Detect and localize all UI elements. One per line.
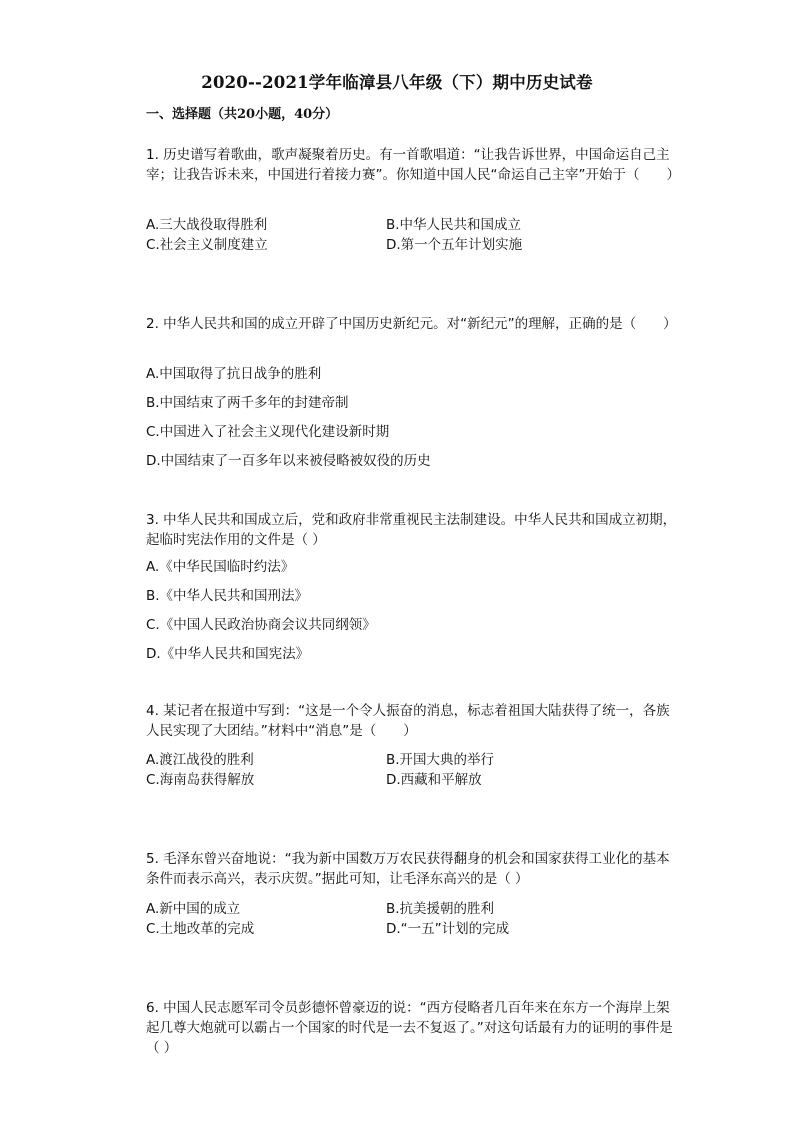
option-b: B.开国大典的举行 bbox=[386, 752, 495, 768]
option-d: D.《中华人民共和国宪法》 bbox=[146, 646, 310, 662]
question-stem: 1. 历史谱写着歌曲，歌声凝聚着历史。有一首歌唱道：“让我告诉世界，中国命运自己主宰；让我告诉未来，中国进行着接力赛”。你知道中国人民“命运自己主宰”开始于（ ） bbox=[146, 147, 680, 183]
option-b: B.中华人民共和国成立 bbox=[386, 217, 522, 233]
question-4-options bbox=[146, 750, 686, 790]
question-5 bbox=[146, 849, 678, 889]
option-b: B.中国结束了两千多年的封建帝制 bbox=[146, 395, 349, 411]
question-stem: 5. 毛泽东曾兴奋地说：“我为新中国数万万农民获得翻身的机会和国家获得工业化的基本条件而表示高兴，表示庆贺。”据此可知，让毛泽东高兴的是（ ） bbox=[146, 851, 670, 887]
option-b: B.《中华人民共和国刑法》 bbox=[146, 588, 309, 604]
option-b: B.抗美援朝的胜利 bbox=[386, 901, 495, 917]
option-c: C.社会主义制度建立 bbox=[146, 237, 268, 253]
question-stem: 4. 某记者在报道中写到：“这是一个令人振奋的消息，标志着祖国大陆获得了统一，各族人民实现了大团结。”材料中“消息”是（ ） bbox=[146, 703, 670, 739]
question-4 bbox=[146, 701, 678, 741]
exam-title: 2020--2021学年临漳县八年级（下）期中历史试卷 bbox=[201, 73, 593, 92]
option-c: C.海南岛获得解放 bbox=[146, 772, 255, 788]
question-3-options bbox=[146, 557, 686, 673]
option-d: D.第一个五年计划实施 bbox=[386, 237, 523, 253]
question-5-options bbox=[146, 899, 686, 939]
option-a: A.中国取得了抗日战争的胜利 bbox=[146, 366, 322, 382]
option-a: A.《中华民国临时约法》 bbox=[146, 559, 295, 575]
option-d: D.西藏和平解放 bbox=[386, 772, 482, 788]
question-stem: 2. 中华人民共和国的成立开辟了中国历史新纪元。对“新纪元”的理解，正确的是（ ） bbox=[146, 316, 677, 332]
question-2-options bbox=[146, 364, 686, 480]
option-a: A.渡江战役的胜利 bbox=[146, 752, 254, 768]
question-stem: 6. 中国人民志愿军司令员彭德怀曾豪迈的说：“西方侵略者几百年来在东方一个海岸上架起几尊大炮就可以霸占一个国家的时代是一去不复返了。”对这句话最有力的证明的事件是（ ） bbox=[146, 1000, 673, 1056]
option-c: C.中国进入了社会主义现代化建设新时期 bbox=[146, 424, 390, 440]
section-heading: 一、选择题（共20小题，40分） bbox=[146, 107, 339, 122]
option-c: C.《中国人民政治协商会议共同纲领》 bbox=[146, 617, 376, 633]
option-d: D.“一五”计划的完成 bbox=[386, 921, 510, 937]
option-a: A.新中国的成立 bbox=[146, 901, 241, 917]
question-3 bbox=[146, 510, 678, 550]
question-stem: 3. 中华人民共和国成立后，党和政府非常重视民主法制建设。中华人民共和国成立初期，起临时宪法作用的文件是（ ） bbox=[146, 512, 677, 548]
question-1-options bbox=[146, 215, 686, 255]
question-6 bbox=[146, 998, 678, 1058]
question-1 bbox=[146, 145, 678, 185]
option-a: A.三大战役取得胜利 bbox=[146, 217, 268, 233]
option-d: D.中国结束了一百多年以来被侵略被奴役的历史 bbox=[146, 453, 431, 469]
question-2 bbox=[146, 314, 678, 334]
option-c: C.土地改革的完成 bbox=[146, 921, 255, 937]
